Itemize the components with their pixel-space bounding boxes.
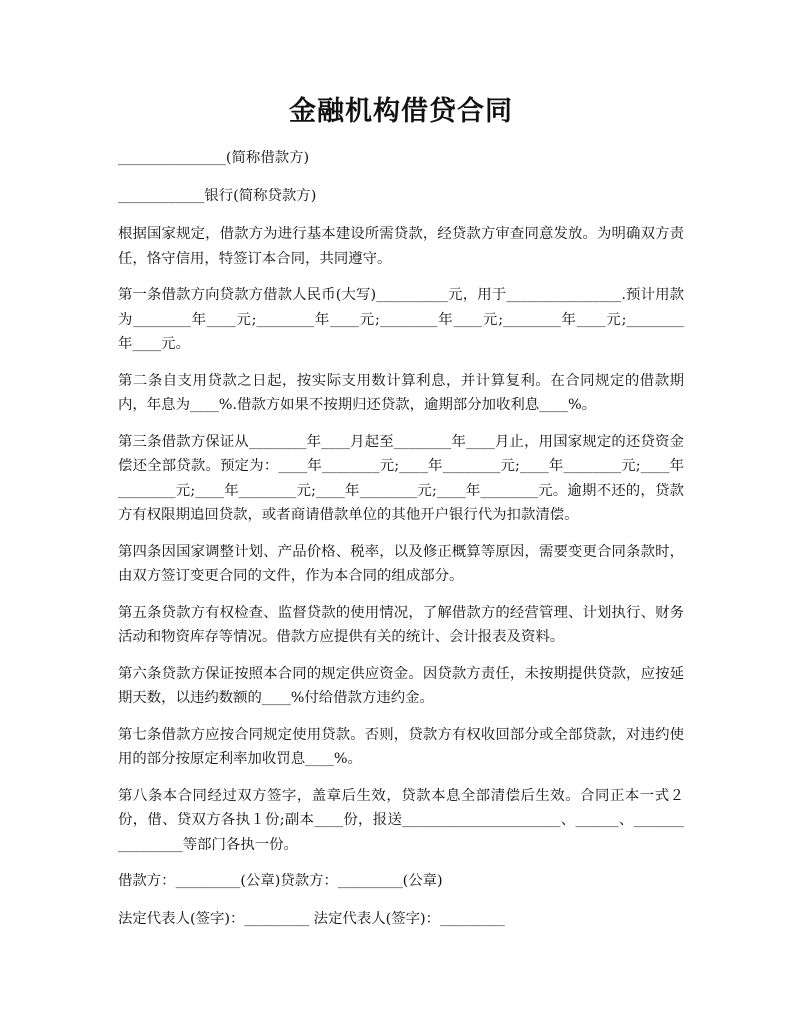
- document-title: 金融机构借贷合同: [289, 96, 513, 127]
- preamble-paragraph: 根据国家规定，借款方为进行基本建设所需贷款，经贷款方审查同意发放。为明确双方责任，恪守信用，特签订本合同，共同遵守。: [118, 226, 684, 267]
- article-7: 第七条借款方应按合同规定使用贷款。否则，贷款方有权收回部分或全部贷款，对违约使用的部分按原定利率加收罚息____%。: [118, 726, 684, 767]
- article-2: 第二条自支用贷款之日起，按实际支用数计算利息，并计算复利。在合同规定的借款期内，年息为____%.借款方如果不按期归还贷款，逾期部分加收利息____%。: [118, 372, 684, 413]
- article-8: 第八条本合同经过双方签字，盖章后生效，贷款本息全部清偿后生效。合同正本一式２份，借、贷双方各执１份;副本____份，报送______________________、______、________________等部门各执一份。: [118, 787, 684, 853]
- article-4: 第四条因国家调整计划、产品价格、税率，以及修正概算等原因，需要变更合同条款时，由双方签订变更合同的文件，作为本合同的组成部分。: [118, 543, 684, 584]
- article-1: 第一条借款方向贷款方借款人民币(大写)__________元，用于________________.预计用款为________年____元;________年____元;________年____元;________年____元;________年____元。: [118, 287, 684, 352]
- lender-line: ____________银行(简称贷款方): [118, 188, 317, 204]
- article-5: 第五条贷款方有权检查、监督贷款的使用情况，了解借款方的经营管理、计划执行、财务活动和物资库存等情况。借款方应提供有关的统计、会计报表及资料。: [118, 604, 684, 645]
- article-3: 第三条借款方保证从________年____月起至________年____月止，用国家规定的还贷资金偿还全部贷款。预定为：____年________元;____年________元;____年________元;____年________元;____年________元;____年________元;____年________元。逾期不还的，贷款方有权限期追回贷款，或者商请借款单位的其他开户银行代为扣款清偿。: [118, 433, 684, 523]
- article-6: 第六条贷款方保证按照本合同的规定供应资金。因贷款方责任，未按期提供贷款，应按延期天数，以违约数额的____%付给借款方违约金。: [118, 665, 684, 706]
- seal-line: 借款方：_________(公章)贷款方：_________(公章): [118, 873, 443, 889]
- contract-page: [118, 92, 684, 945]
- representative-signature-line: 法定代表人(签字)：_________ 法定代表人(签字)：_________: [118, 911, 505, 927]
- borrower-line: _______________(简称借款方): [118, 150, 310, 166]
